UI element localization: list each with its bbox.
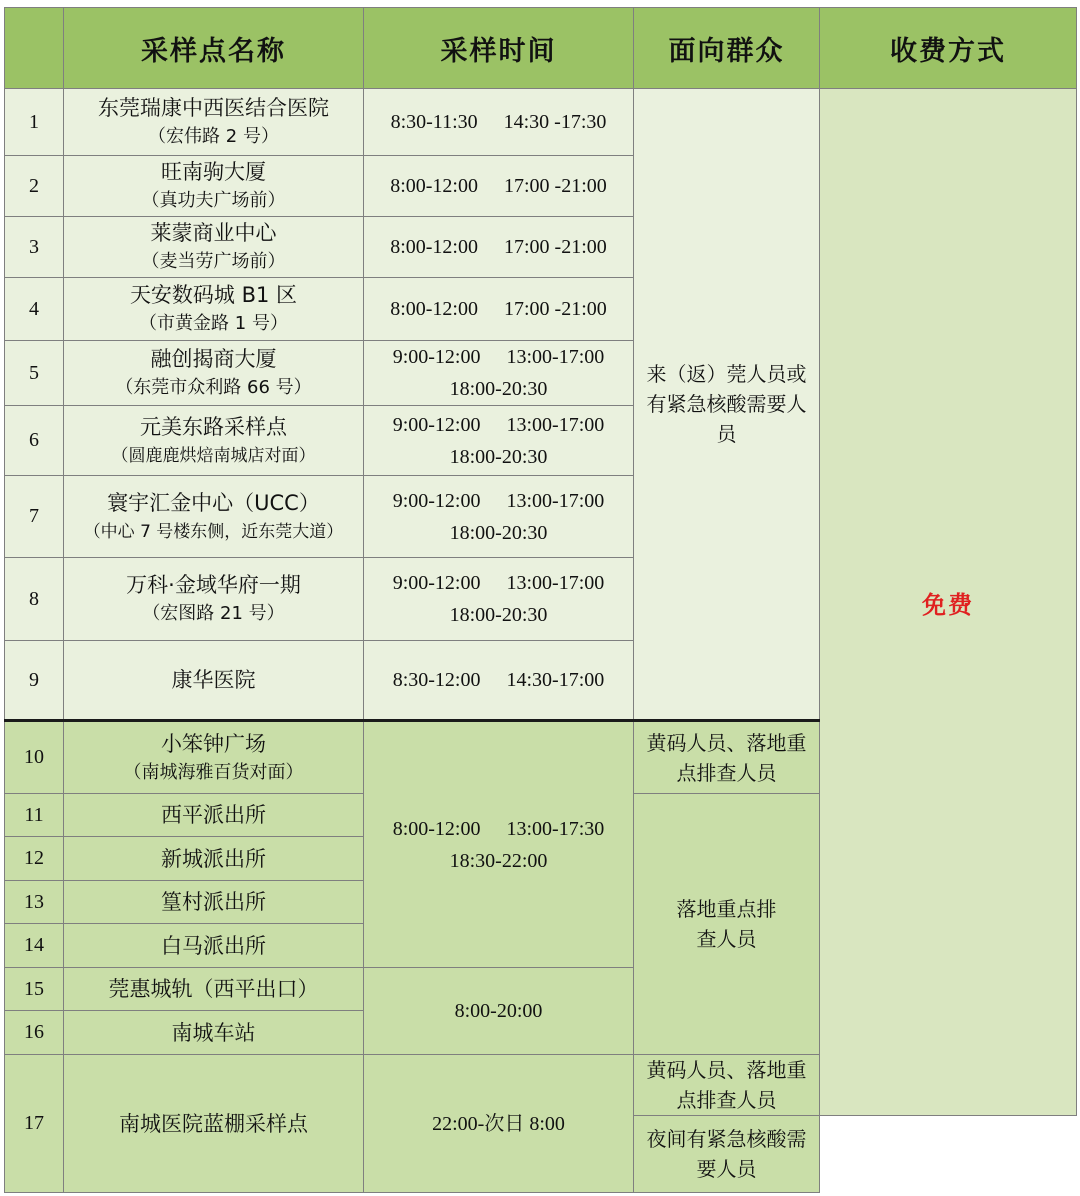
time-range: 18:00-20:30 bbox=[449, 604, 548, 626]
time-cell bbox=[364, 476, 634, 558]
site-name: 寰宇汇金中心（UCC） bbox=[107, 490, 320, 515]
site-cell bbox=[64, 794, 364, 837]
time-range: 8:00-12:00 bbox=[390, 175, 478, 197]
site-cell bbox=[64, 924, 364, 968]
time-range: 13:00-17:30 bbox=[506, 817, 605, 840]
time-range: 18:30-22:00 bbox=[449, 849, 548, 872]
time-range: 8:30-12:00 bbox=[392, 669, 481, 691]
time-range: 17:00 -21:00 bbox=[504, 175, 607, 197]
site-name: 天安数码城 B1 区 bbox=[129, 283, 298, 307]
time-cell bbox=[364, 721, 634, 968]
site-address: （市黄金路 1 号） bbox=[139, 313, 288, 334]
row-number: 17 bbox=[5, 1055, 64, 1193]
time-cell bbox=[364, 641, 634, 721]
time-range: 9:00-12:00 bbox=[392, 413, 481, 436]
site-address: （宏图路 21 号） bbox=[142, 603, 285, 624]
site-cell bbox=[64, 341, 364, 406]
site-name: 东莞瑞康中西医结合医院 bbox=[98, 96, 329, 120]
time-range: 18:00-20:30 bbox=[449, 445, 548, 468]
site-address: （麦当劳广场前） bbox=[141, 251, 286, 272]
site-cell bbox=[64, 1011, 364, 1055]
site-name: 西平派出所 bbox=[161, 803, 266, 827]
site-name: 莱蒙商业中心 bbox=[150, 221, 277, 245]
row-number: 10 bbox=[5, 721, 64, 794]
time-cell bbox=[364, 558, 634, 641]
site-name: 融创揭商大厦 bbox=[150, 347, 277, 371]
site-name: 篁村派出所 bbox=[161, 890, 266, 914]
site-cell bbox=[64, 721, 364, 794]
site-name: 万科·金域华府一期 bbox=[126, 573, 301, 597]
site-address: （南城海雅百货对面） bbox=[123, 761, 304, 783]
row-number: 9 bbox=[5, 641, 64, 721]
row-number: 12 bbox=[5, 837, 64, 881]
audience-cell: 来（返）莞人员或有紧急核酸需要人员 bbox=[634, 89, 820, 721]
row-number: 5 bbox=[5, 341, 64, 406]
time-range: 13:00-17:00 bbox=[506, 489, 605, 512]
header-number bbox=[5, 8, 64, 89]
site-address: （真功夫广场前） bbox=[141, 190, 286, 211]
time-cell bbox=[364, 89, 634, 156]
time-cell bbox=[364, 341, 634, 406]
row-number: 7 bbox=[5, 476, 64, 558]
site-cell bbox=[64, 217, 364, 278]
row-number: 6 bbox=[5, 406, 64, 476]
time-range: 17:00 -21:00 bbox=[504, 298, 607, 320]
sampling-sites-table bbox=[4, 7, 1077, 1193]
row-number: 2 bbox=[5, 156, 64, 217]
time-range: 8:30-11:30 bbox=[390, 111, 478, 133]
site-address: （圆鹿鹿烘焙南城店对面） bbox=[111, 445, 316, 466]
site-name: 莞惠城轨（西平出口） bbox=[108, 977, 319, 1001]
site-name: 南城医院蓝棚采样点 bbox=[119, 1111, 308, 1136]
audience-cell: 落地重点排查人员 bbox=[634, 794, 820, 1055]
row-number: 1 bbox=[5, 89, 64, 156]
header-site-name: 采样点名称 bbox=[64, 8, 364, 89]
row-number: 8 bbox=[5, 558, 64, 641]
row-number: 15 bbox=[5, 968, 64, 1011]
row-number: 16 bbox=[5, 1011, 64, 1055]
audience-cell: 黄码人员、落地重点排查人员 bbox=[634, 721, 820, 794]
site-name: 康华医院 bbox=[171, 668, 256, 692]
time-range: 17:00 -21:00 bbox=[504, 236, 607, 258]
site-cell bbox=[64, 968, 364, 1011]
site-cell bbox=[64, 89, 364, 156]
site-cell bbox=[64, 156, 364, 217]
site-address: （中心 7 号楼东侧，近东莞大道） bbox=[83, 521, 344, 542]
audience-cell: 夜间有紧急核酸需要人员 bbox=[634, 1116, 820, 1193]
site-name: 小笨钟广场 bbox=[161, 731, 266, 756]
time-cell bbox=[364, 217, 634, 278]
header-fee: 收费方式 bbox=[820, 8, 1077, 89]
site-cell bbox=[64, 278, 364, 341]
row-number: 13 bbox=[5, 881, 64, 924]
header-sampling-time: 采样时间 bbox=[364, 8, 634, 89]
site-name: 白马派出所 bbox=[161, 933, 266, 958]
header-audience: 面向群众 bbox=[634, 8, 820, 89]
table-row bbox=[5, 89, 1077, 156]
site-address: （东莞市众利路 66 号） bbox=[115, 377, 312, 398]
row-number: 11 bbox=[5, 794, 64, 837]
fee-cell: 免费 bbox=[820, 89, 1077, 1116]
site-cell bbox=[64, 641, 364, 721]
time-range: 18:00-20:30 bbox=[449, 521, 548, 544]
site-cell bbox=[64, 1055, 364, 1193]
site-name: 旺南驹大厦 bbox=[161, 160, 266, 184]
row-number: 3 bbox=[5, 217, 64, 278]
site-name: 新城派出所 bbox=[161, 846, 266, 871]
site-cell bbox=[64, 881, 364, 924]
time-cell: 22:00-次日 8:00 bbox=[364, 1055, 634, 1193]
time-cell: 8:00-20:00 bbox=[364, 968, 634, 1055]
time-range: 14:30-17:00 bbox=[506, 669, 605, 691]
audience-cell: 黄码人员、落地重点排查人员 bbox=[634, 1055, 820, 1116]
site-name: 南城车站 bbox=[171, 1020, 256, 1045]
time-cell bbox=[364, 406, 634, 476]
header-row bbox=[5, 8, 1077, 89]
time-range: 8:00-12:00 bbox=[392, 817, 481, 840]
time-cell bbox=[364, 156, 634, 217]
time-range: 13:00-17:00 bbox=[506, 346, 605, 368]
row-number: 4 bbox=[5, 278, 64, 341]
site-cell bbox=[64, 476, 364, 558]
time-range: 8:00-12:00 bbox=[390, 298, 478, 320]
time-range: 9:00-12:00 bbox=[392, 346, 481, 368]
time-range: 8:00-12:00 bbox=[390, 236, 478, 258]
site-cell bbox=[64, 837, 364, 881]
time-range: 9:00-12:00 bbox=[392, 489, 481, 512]
site-name: 元美东路采样点 bbox=[140, 414, 287, 439]
time-range: 18:00-20:30 bbox=[449, 378, 548, 400]
time-range: 13:00-17:00 bbox=[506, 413, 605, 436]
time-range: 13:00-17:00 bbox=[506, 572, 605, 594]
time-cell bbox=[364, 278, 634, 341]
time-range: 14:30 -17:30 bbox=[503, 111, 607, 133]
time-range: 9:00-12:00 bbox=[392, 572, 481, 594]
site-address: （宏伟路 2 号） bbox=[148, 126, 279, 147]
site-cell bbox=[64, 406, 364, 476]
site-cell bbox=[64, 558, 364, 641]
row-number: 14 bbox=[5, 924, 64, 968]
